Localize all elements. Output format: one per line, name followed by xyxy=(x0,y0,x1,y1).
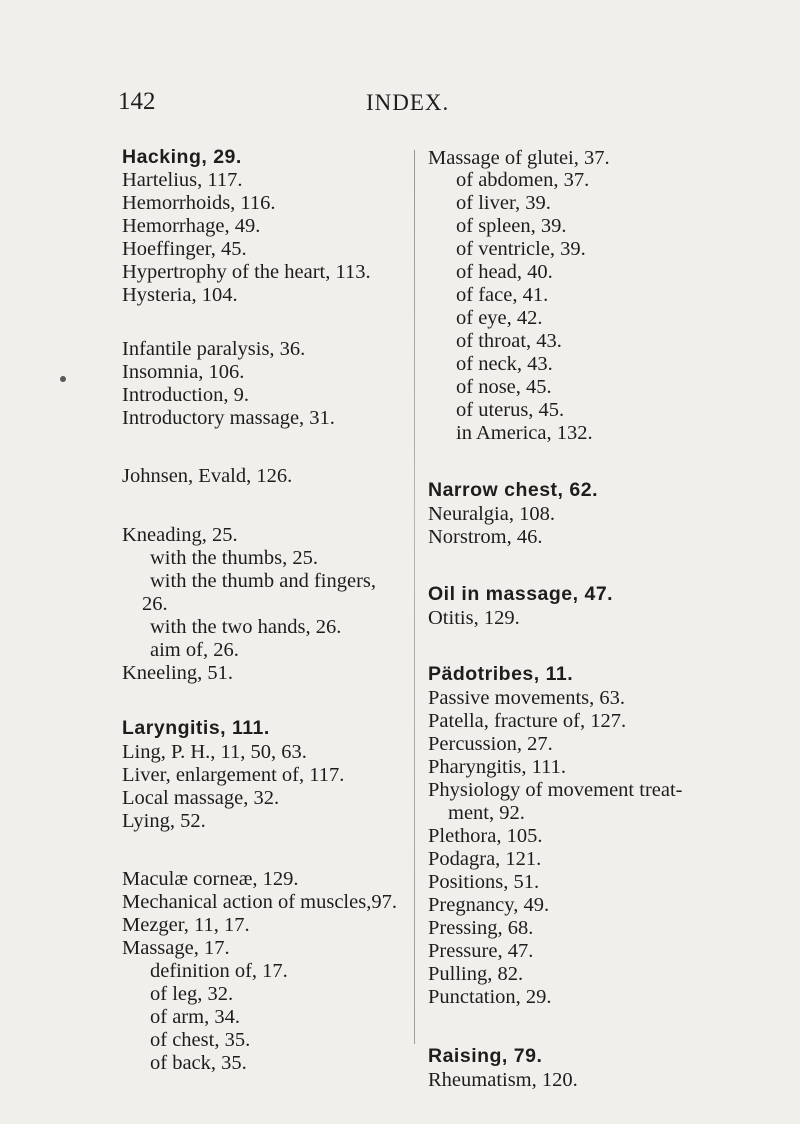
index-subentry: of arm, 34. xyxy=(150,1006,240,1028)
index-entry: Pressure, 47. xyxy=(428,940,534,962)
index-subentry: of leg, 32. xyxy=(150,983,234,1005)
index-subentry: of face, 41. xyxy=(456,284,549,306)
index-subentry: of chest, 35. xyxy=(150,1029,251,1051)
index-subentry: of neck, 43. xyxy=(456,353,553,375)
index-entry: Mechanical action of muscles,97. xyxy=(122,891,397,913)
index-subentry: of liver, 39. xyxy=(456,192,551,214)
index-entry: Physiology of movement treat- xyxy=(428,779,683,801)
index-entry: Lying, 52. xyxy=(122,810,206,832)
index-entry: Pharyngitis, 111. xyxy=(428,756,566,778)
index-entry: Oil in massage, 47. xyxy=(428,583,614,605)
index-subentry: of uterus, 45. xyxy=(456,399,565,421)
index-entry: Norstrom, 46. xyxy=(428,526,543,548)
index-entry: Introduction, 9. xyxy=(122,384,249,406)
index-entry: Hemorrhage, 49. xyxy=(122,215,261,237)
ink-dot xyxy=(60,376,66,382)
index-entry: Maculæ corneæ, 129. xyxy=(122,868,299,890)
index-subentry: of nose, 45. xyxy=(456,376,552,398)
index-entry: Positions, 51. xyxy=(428,871,540,893)
index-subentry: definition of, 17. xyxy=(150,960,288,982)
index-entry: Pädotribes, 11. xyxy=(428,663,574,685)
index-entry: Pregnancy, 49. xyxy=(428,894,550,916)
index-subentry: in America, 132. xyxy=(456,422,593,444)
index-entry: Hypertrophy of the heart, 113. xyxy=(122,261,371,283)
index-subentry: with the thumb and fingers, xyxy=(150,570,377,592)
index-entry: Kneading, 25. xyxy=(122,524,238,546)
running-head: INDEX. xyxy=(366,90,450,115)
index-entry: Local massage, 32. xyxy=(122,787,280,809)
index-subentry: with the thumbs, 25. xyxy=(150,547,318,569)
index-subentry: of throat, 43. xyxy=(456,330,562,352)
index-entry: Punctation, 29. xyxy=(428,986,552,1008)
index-entry: Neuralgia, 108. xyxy=(428,503,555,525)
page-number: 142 xyxy=(118,88,156,115)
index-subentry: of eye, 42. xyxy=(456,307,543,329)
index-subentry: of back, 35. xyxy=(150,1052,247,1074)
index-subentry: of head, 40. xyxy=(456,261,553,283)
index-entry: Patella, fracture of, 127. xyxy=(428,710,627,732)
index-entry: Raising, 79. xyxy=(428,1045,543,1067)
index-entry: Insomnia, 106. xyxy=(122,361,245,383)
index-subentry: of abdomen, 37. xyxy=(456,169,590,191)
index-entry: Pulling, 82. xyxy=(428,963,524,985)
index-entry: Hysteria, 104. xyxy=(122,284,238,306)
index-entry: Massage, 17. xyxy=(122,937,230,959)
index-entry: Hacking, 29. xyxy=(122,146,242,168)
index-entry: Johnsen, Evald, 126. xyxy=(122,465,293,487)
index-entry: Liver, enlargement of, 117. xyxy=(122,764,345,786)
index-entry: Plethora, 105. xyxy=(428,825,543,847)
index-entry: Kneeling, 51. xyxy=(122,662,234,684)
index-subentry: of ventricle, 39. xyxy=(456,238,586,260)
index-entry: Narrow chest, 62. xyxy=(428,479,598,501)
index-subentry: with the two hands, 26. xyxy=(150,616,342,638)
index-entry: Passive movements, 63. xyxy=(428,687,626,709)
index-entry: Introductory massage, 31. xyxy=(122,407,335,429)
index-subentry: aim of, 26. xyxy=(150,639,239,661)
index-entry: Ling, P. H., 11, 50, 63. xyxy=(122,741,307,763)
index-entry: Laryngitis, 111. xyxy=(122,717,270,739)
column-divider xyxy=(414,150,415,1044)
index-entry: Hoeffinger, 45. xyxy=(122,238,247,260)
index-entry: Massage of glutei, 37. xyxy=(428,147,610,169)
index-entry: Infantile paralysis, 36. xyxy=(122,338,306,360)
index-entry: Pressing, 68. xyxy=(428,917,534,939)
index-subentry: ment, 92. xyxy=(448,802,525,824)
index-subentry: of spleen, 39. xyxy=(456,215,567,237)
index-entry: Hemorrhoids, 116. xyxy=(122,192,276,214)
index-entry: Mezger, 11, 17. xyxy=(122,914,250,936)
index-entry: Hartelius, 117. xyxy=(122,169,243,191)
index-entry: Podagra, 121. xyxy=(428,848,542,870)
index-entry: Percussion, 27. xyxy=(428,733,553,755)
index-entry: Rheumatism, 120. xyxy=(428,1069,578,1091)
index-entry: Otitis, 129. xyxy=(428,607,520,629)
index-subentry: 26. xyxy=(142,593,168,615)
